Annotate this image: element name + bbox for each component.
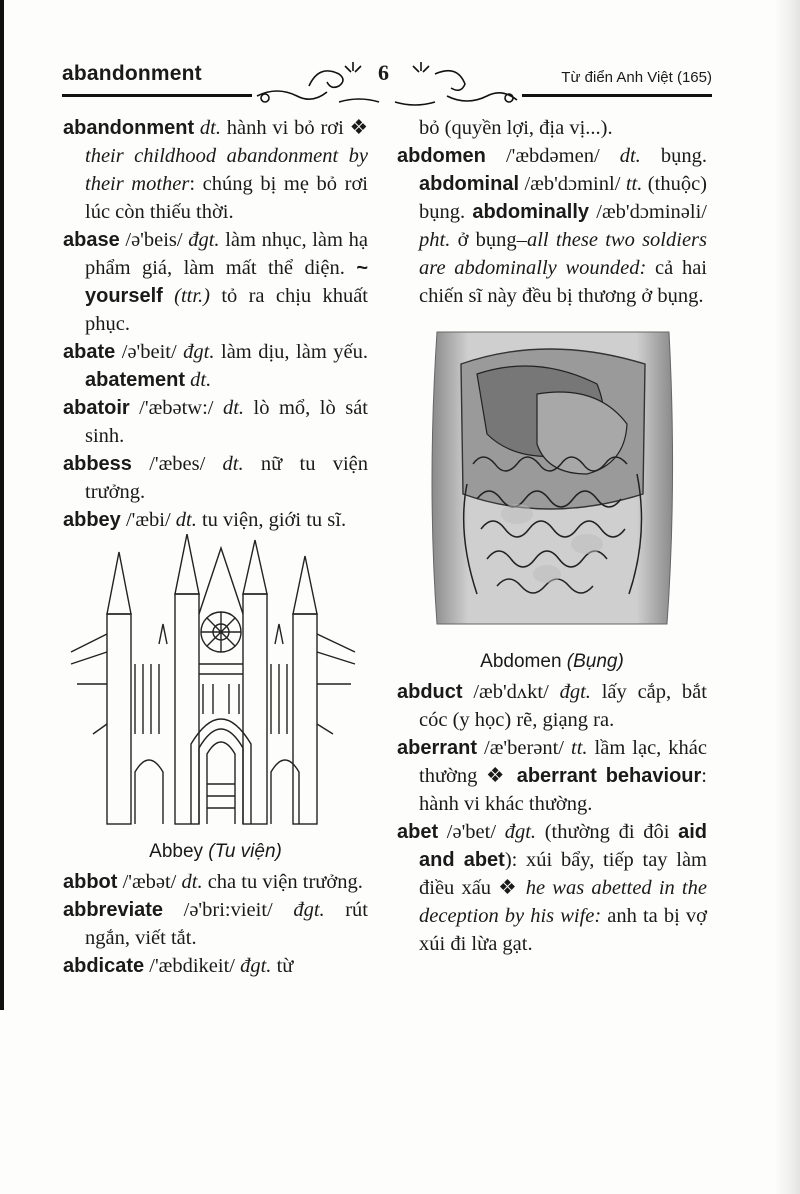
caption-translation: (Bụng)	[566, 651, 624, 672]
page-header	[62, 58, 712, 108]
definition: rút ngắn, viết tắt.	[85, 899, 368, 949]
headword: aberrant	[397, 737, 478, 759]
headword: abbreviate	[63, 899, 164, 921]
definition: lấy cắp, bắt cóc (y học) rẽ, giạng ra.	[419, 681, 707, 731]
right-column	[397, 114, 707, 958]
part-of-speech: tt.	[625, 173, 643, 195]
pronunciation: /æ'berənt/	[477, 737, 572, 759]
abdomen-illustration	[397, 324, 707, 644]
headword: abdomen	[397, 145, 486, 167]
entry-abbot	[63, 868, 368, 896]
pronunciation: /æb'dɔminl/	[519, 173, 626, 195]
binding-shadow	[0, 0, 4, 1010]
part-of-speech: dt.	[619, 145, 641, 167]
pronunciation: /ə'bri:vieit/	[163, 899, 294, 921]
headword: abandonment	[63, 117, 195, 139]
example: all these two soldiers are abdominally wounded:	[419, 229, 708, 279]
sub-headword: aid and abet	[419, 821, 707, 871]
example: their childhood abandonment by their mother	[85, 145, 368, 195]
headword: abduct	[397, 681, 463, 703]
part-of-speech: đgt.	[559, 681, 591, 703]
translation: anh ta bị vợ xúi đi lừa gạt.	[419, 905, 707, 955]
example-marker-icon: ❖	[349, 117, 368, 139]
caption-translation: (Tu viện)	[208, 841, 282, 862]
sub-headword: aberrant behaviour	[507, 765, 702, 787]
entry-abbess	[63, 450, 368, 506]
abbey-illustration	[63, 534, 363, 834]
sub-headword: abdominally	[472, 201, 590, 223]
entry-abdomen	[397, 142, 707, 310]
entry-abduct	[397, 678, 707, 734]
entry-abandonment	[63, 114, 368, 226]
page-edge-shadow	[774, 0, 800, 1194]
entry-abase	[63, 226, 368, 338]
part-of-speech: đgt.	[504, 821, 537, 843]
abdomen-caption	[397, 648, 707, 676]
translation: tỏ ra chịu khuất phục.	[85, 285, 369, 335]
entry-abatoir	[63, 394, 368, 450]
part-of-speech: dt.	[185, 369, 212, 391]
example-marker-icon: ❖	[485, 765, 508, 787]
pronunciation: /'æbi/	[120, 509, 176, 531]
part-of-speech: dt.	[175, 509, 197, 531]
headword: abase	[63, 229, 120, 251]
example: he was abetted in the deception by his wife:	[419, 877, 707, 927]
entry-abbreviate	[63, 896, 368, 952]
part-of-speech: đgt.	[183, 341, 215, 363]
part-of-speech: đgt.	[188, 229, 220, 251]
pronunciation: /æb'dɔminəli/	[589, 201, 707, 223]
usage-note: (ttr.)	[162, 285, 211, 307]
definition: (thuộc) bụng.	[419, 173, 707, 223]
entry-abdicate	[63, 952, 368, 980]
book-title: Từ điển Anh Việt (165)	[561, 69, 712, 86]
pronunciation: /'æbdikeit/	[144, 955, 241, 977]
sub-headword: abdominal	[419, 173, 520, 195]
part-of-speech: đgt.	[293, 899, 325, 921]
part-of-speech: pht.	[419, 229, 451, 251]
entry-abate	[63, 338, 368, 394]
headword: abdicate	[63, 955, 145, 977]
pronunciation: /ə'bet/	[438, 821, 505, 843]
sub-headword: abatement	[85, 369, 186, 391]
guide-word: abandonment	[62, 62, 202, 85]
definition: làm nhục, làm hạ phẩm giá, làm mất thể diện.	[85, 229, 368, 279]
part-of-speech: đgt.	[240, 955, 272, 977]
headword: abatoir	[63, 397, 130, 419]
part-of-speech: dt.	[199, 117, 221, 139]
pronunciation: /'æbdəmen/	[485, 145, 620, 167]
part-of-speech: dt.	[181, 871, 203, 893]
pronunciation: /ə'beit/	[115, 341, 184, 363]
headword: abbey	[63, 509, 121, 531]
definition: làm dịu, làm yếu.	[214, 341, 368, 363]
part-of-speech: dt.	[222, 453, 244, 475]
part-of-speech: tt.	[571, 737, 588, 759]
caption-word: Abdomen	[480, 651, 562, 672]
header-rule-left	[62, 94, 252, 97]
headword: abbess	[63, 453, 132, 475]
definition: (thường đi đôi	[536, 821, 679, 843]
definition: lò mổ, lò sát sinh.	[85, 397, 369, 447]
translation: : chúng bị mẹ bỏ rơi lúc còn thiếu thời.	[85, 173, 368, 223]
left-column	[63, 114, 368, 980]
pronunciation: /æb'dʌkt/	[462, 681, 560, 703]
entry-abbey	[63, 506, 368, 534]
headword: abet	[397, 821, 439, 843]
definition: ở bụng–	[450, 229, 527, 251]
definition: lầm lạc, khác thường	[419, 737, 707, 787]
translation: cả hai chiến sĩ này đều bị thương ở bụng.	[419, 257, 707, 307]
sub-headword: ~ yourself	[85, 257, 368, 307]
abbey-caption	[63, 838, 368, 866]
definition: nữ tu viện trưởng.	[85, 453, 368, 503]
definition: tu viện, giới tu sĩ.	[196, 509, 347, 531]
example-marker-icon: ❖	[498, 877, 519, 899]
definition: ): xúi bẩy, tiếp tay làm điều xấu	[419, 849, 707, 899]
definition: cha tu viện trưởng.	[202, 871, 363, 893]
pronunciation: /'æbes/	[131, 453, 223, 475]
pronunciation: /ə'beis/	[119, 229, 189, 251]
part-of-speech: dt.	[222, 397, 245, 419]
header-rule-right	[522, 94, 712, 97]
entry-continuation: bỏ (quyền lợi, địa vị...).	[419, 117, 613, 139]
definition: từ	[271, 955, 294, 977]
headword: abate	[63, 341, 116, 363]
entry-aberrant	[397, 734, 707, 818]
pronunciation: /'æbətw:/	[129, 397, 223, 419]
pronunciation: /'æbət/	[117, 871, 182, 893]
headword: abbot	[63, 871, 118, 893]
entry-abet	[397, 818, 707, 958]
translation: : hành vi khác thường.	[419, 765, 707, 815]
page-number: 6	[378, 60, 389, 85]
definition: bụng.	[640, 145, 707, 167]
definition: hành vi bỏ rơi	[221, 117, 350, 139]
caption-word: Abbey	[149, 841, 204, 862]
